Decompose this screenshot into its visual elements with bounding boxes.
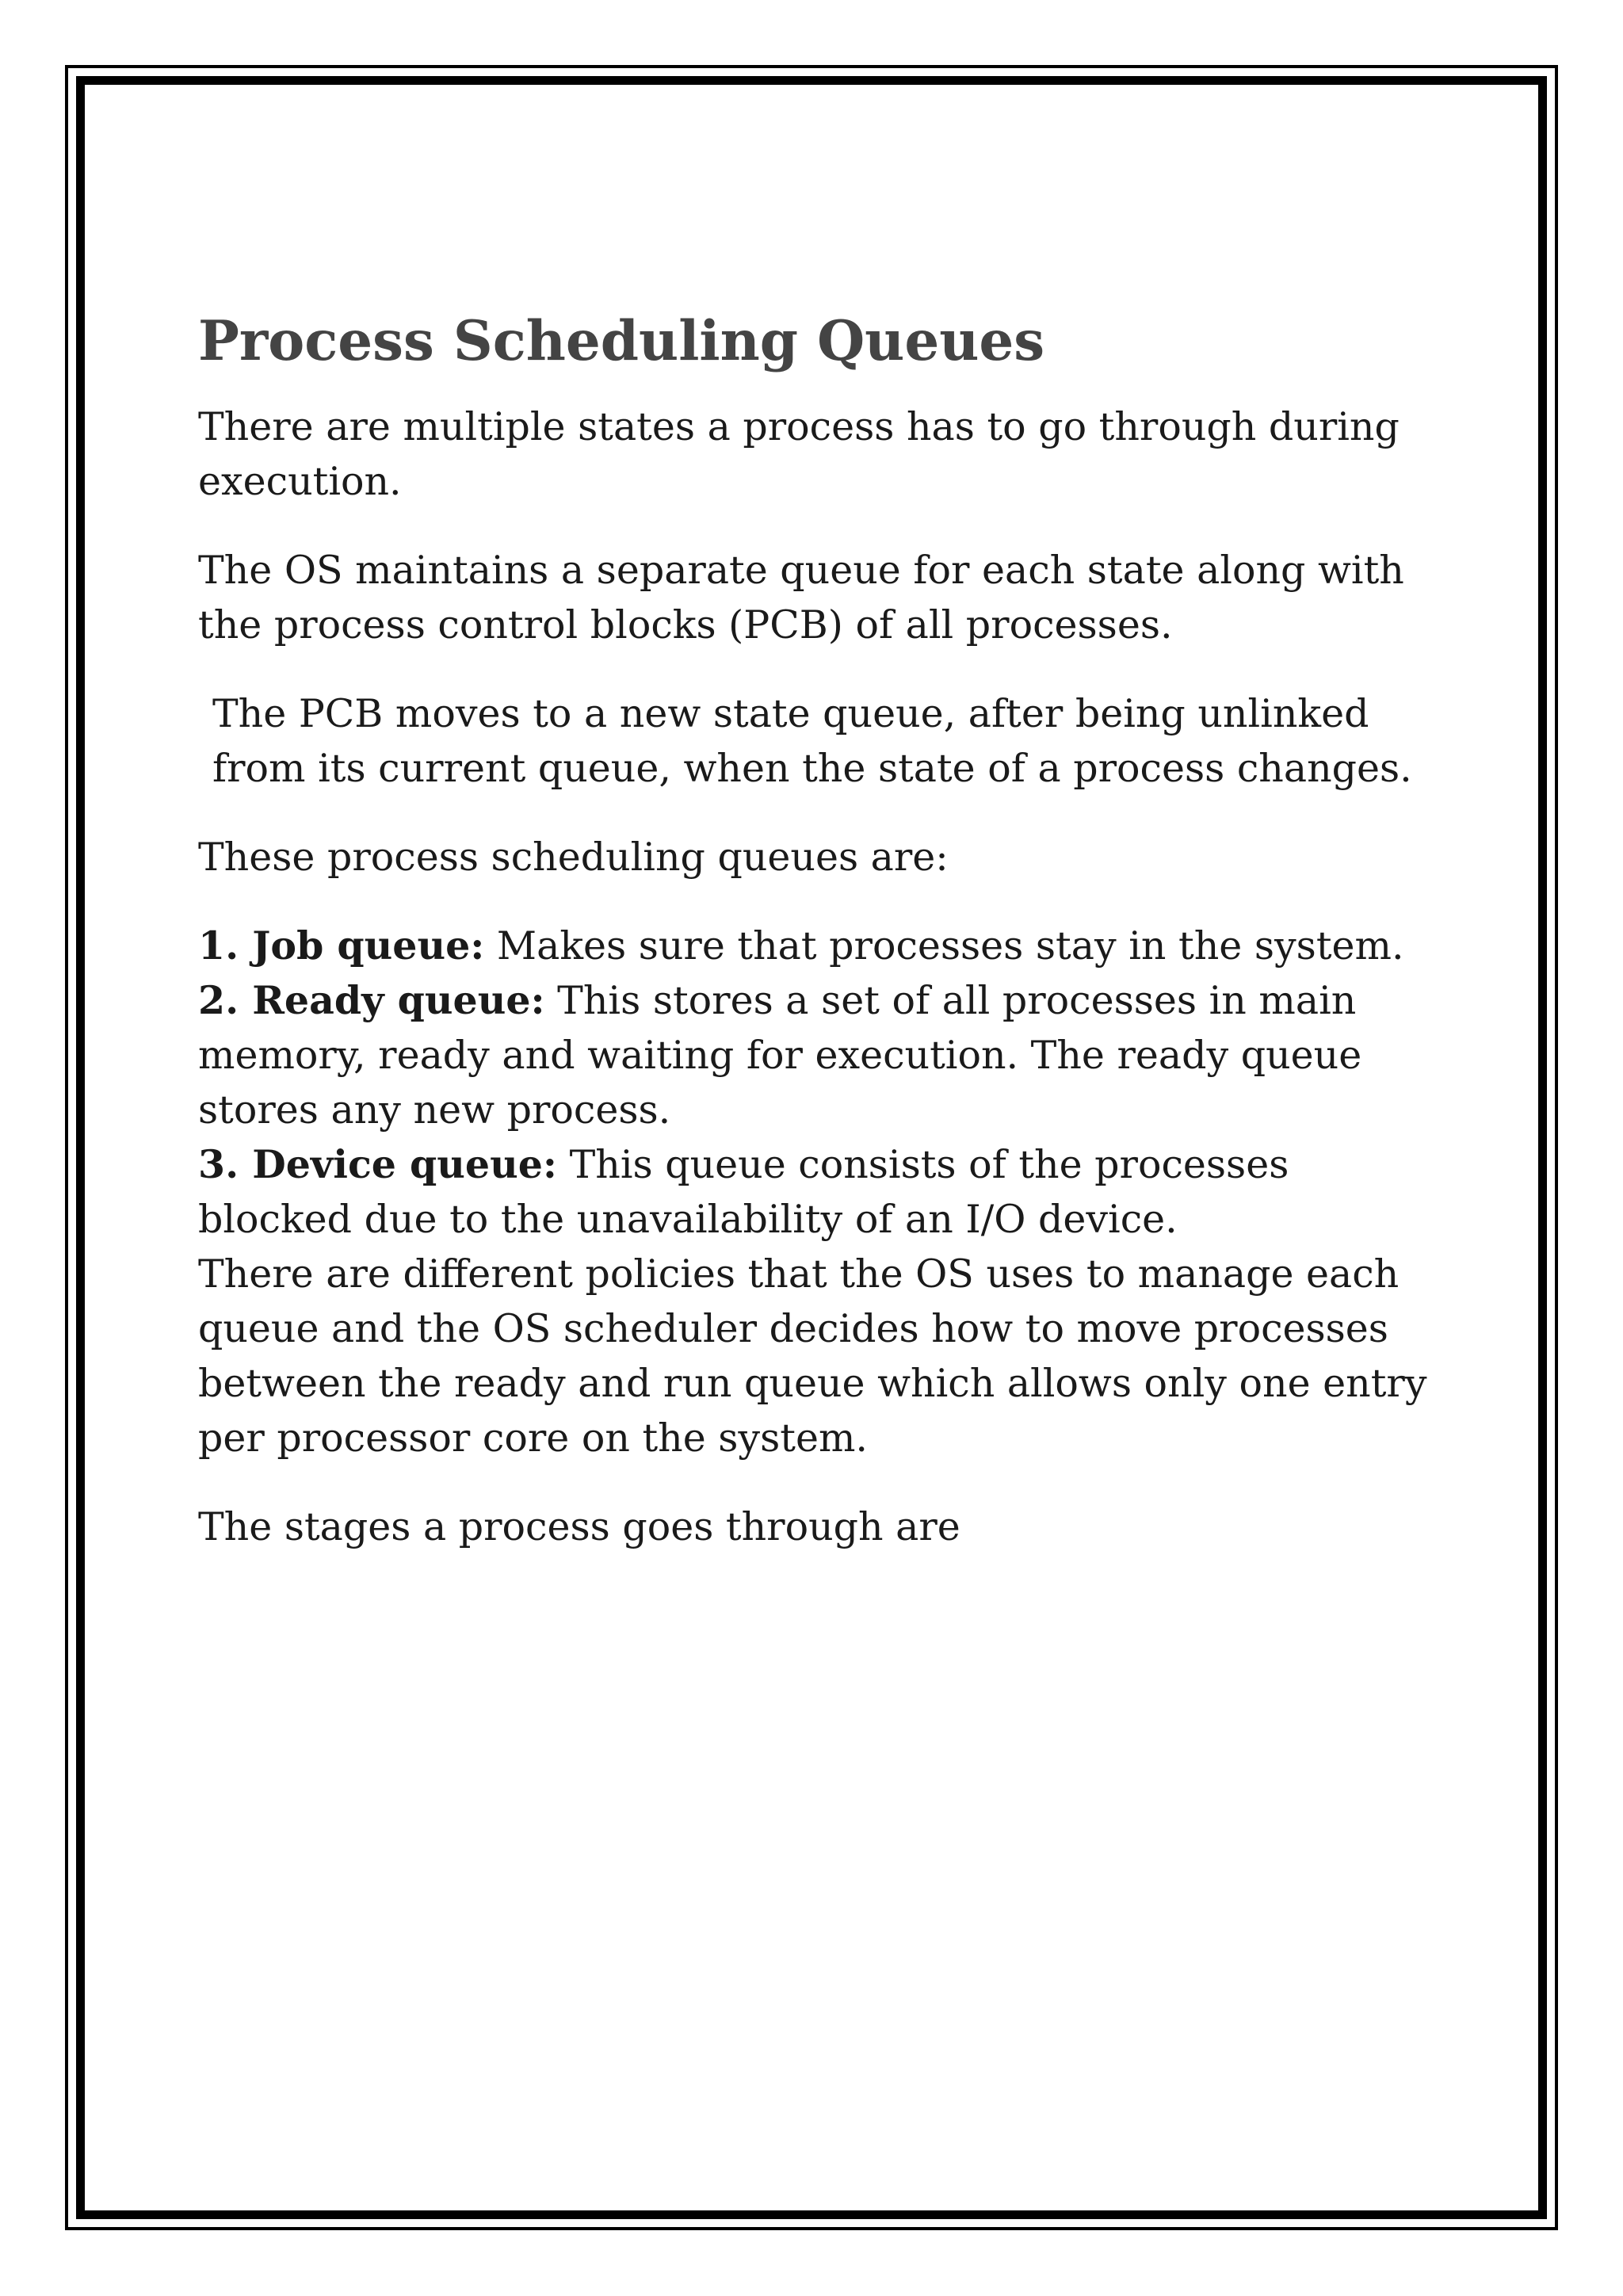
page-title: Process Scheduling Queues bbox=[198, 309, 1045, 373]
ready-queue-text: This stores a set of all processes in main memory, ready and waiting for execution. The ready queue stores any new process. bbox=[198, 978, 1362, 1133]
ready-queue-label: 2. Ready queue: bbox=[198, 977, 545, 1024]
job-queue-text: Makes sure that processes stay in the system. bbox=[484, 923, 1404, 969]
list-item bbox=[198, 973, 1450, 1137]
list-item bbox=[198, 1137, 1450, 1247]
job-queue-label: 1. Job queue: bbox=[198, 923, 485, 969]
document-body bbox=[198, 308, 1450, 1588]
queue-list bbox=[198, 919, 1450, 1465]
os-queue-paragraph: The OS maintains a separate queue for each state along with the process control blocks (PCB) of all processes. bbox=[198, 548, 1404, 648]
closing-paragraph: The stages a process goes through are bbox=[198, 1504, 960, 1550]
intro-paragraph: There are multiple states a process has to go through during execution. bbox=[198, 404, 1400, 505]
policy-text: There are different policies that the OS uses to manage each queue and the OS scheduler decides how to move processes between the ready and run queue which allows only one entry per processor core on the system. bbox=[198, 1251, 1427, 1461]
list-item bbox=[198, 919, 1450, 973]
queues-intro-paragraph: These process scheduling queues are: bbox=[198, 835, 949, 881]
device-queue-label: 3. Device queue: bbox=[198, 1141, 557, 1188]
device-queue-text: This queue consists of the processes blocked due to the unavailability of an I/O device. bbox=[198, 1142, 1289, 1243]
pcb-paragraph: The PCB moves to a new state queue, after being unlinked from its current queue, when the state of a process changes. bbox=[212, 691, 1412, 792]
